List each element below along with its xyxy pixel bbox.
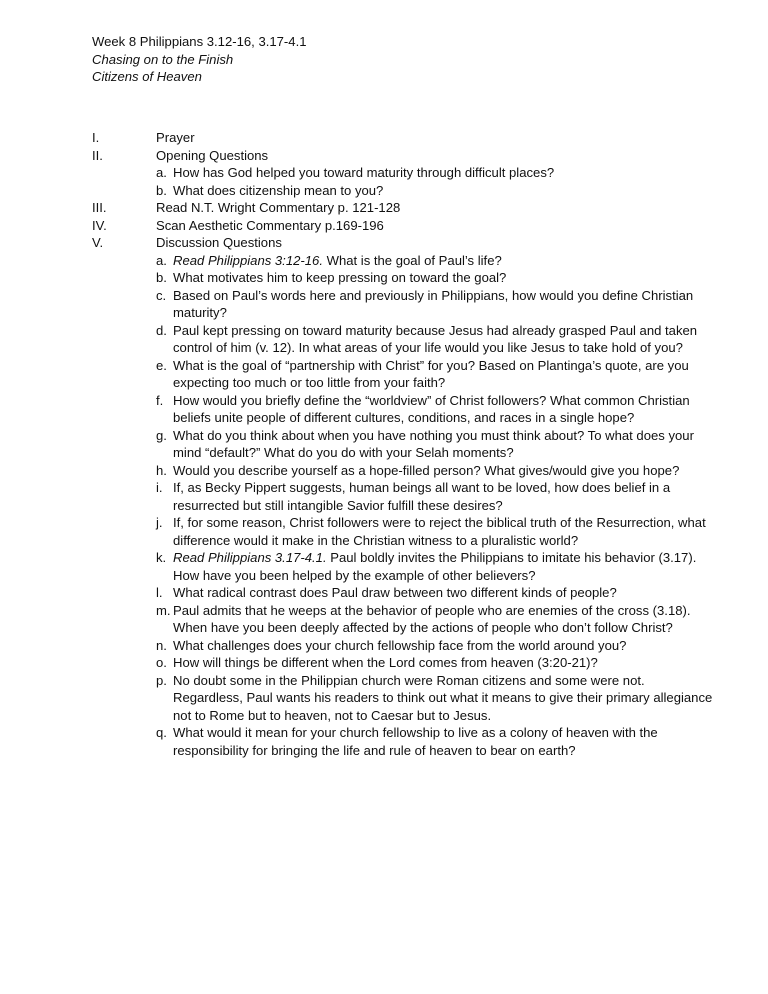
question-letter: e. bbox=[156, 357, 167, 373]
question-body: How will things be different when the Lord comes from heaven (3:20-21)? bbox=[173, 655, 598, 670]
header-week-title: Week 8 Philippians 3.12-16, 3.17-4.1 bbox=[92, 34, 307, 49]
question-item bbox=[92, 252, 732, 270]
outline-section bbox=[92, 217, 732, 235]
question-letter: h. bbox=[156, 462, 167, 478]
question-body: Paul kept pressing on toward maturity because Jesus had already grasped Paul and taken control of him (v. 12). In what areas of your life would you like Jesus to take hold of you? bbox=[173, 322, 698, 355]
question-text bbox=[173, 392, 718, 427]
question-letter: b. bbox=[156, 270, 167, 285]
question-item bbox=[92, 427, 732, 462]
question-body: Would you describe yourself as a hope-filled person? What gives/would give you hope? bbox=[173, 462, 680, 478]
question-text bbox=[173, 357, 718, 392]
header-subtitle: Chasing on to the Finish bbox=[92, 51, 234, 67]
question-letter: d. bbox=[156, 322, 167, 338]
question-text bbox=[173, 724, 718, 759]
question-item bbox=[92, 287, 732, 322]
section-numeral: II. bbox=[92, 147, 103, 163]
question-item bbox=[92, 654, 732, 672]
question-item bbox=[92, 322, 732, 357]
question-text bbox=[173, 164, 718, 182]
question-body: What is the goal of “partnership with Christ” for you? Based on Plantinga’s quote, are you expecting too much or too little from your faith? bbox=[173, 357, 689, 390]
question-letter: n. bbox=[156, 637, 167, 653]
question-item bbox=[92, 164, 732, 182]
question-text bbox=[173, 182, 718, 200]
question-text bbox=[173, 602, 718, 637]
question-text bbox=[173, 322, 718, 357]
question-body: What is the goal of Paul’s life? bbox=[322, 252, 502, 268]
question-body: What challenges does your church fellowship face from the world around you? bbox=[173, 637, 627, 653]
outline-section bbox=[92, 234, 732, 252]
section-title: Read N.T. Wright Commentary p. 121-128 bbox=[156, 200, 401, 215]
question-letter: f. bbox=[156, 392, 164, 408]
question-body: Paul admits that he weeps at the behavior of people who are enemies of the cross (3.18). When have you been deeply affected by the actions of people who don’t follow Christ? bbox=[173, 602, 691, 635]
question-letter: m. bbox=[156, 602, 171, 618]
question-body: If, for some reason, Christ followers were to reject the biblical truth of the Resurrection, what difference would it make in the Christian witness to a pluralistic world? bbox=[173, 515, 706, 548]
question-item bbox=[92, 724, 732, 759]
question-letter: g. bbox=[156, 427, 167, 443]
question-letter: c. bbox=[156, 287, 167, 303]
question-item bbox=[92, 392, 732, 427]
question-text bbox=[173, 549, 718, 584]
question-text bbox=[173, 584, 718, 602]
scripture-reference: Read Philippians 3.17-4.1. bbox=[173, 550, 327, 565]
question-text bbox=[173, 637, 718, 655]
study-outline bbox=[92, 129, 732, 759]
question-body: What would it mean for your church fellowship to live as a colony of heaven with the responsibility for bringing the life and rule of heaven to bear on earth? bbox=[173, 725, 658, 758]
question-text bbox=[173, 269, 718, 287]
question-letter: l. bbox=[156, 585, 163, 600]
outline-section bbox=[92, 199, 732, 217]
question-item bbox=[92, 549, 732, 584]
question-body: What do you think about when you have nothing you must think about? To what does your mind “default?” What do you do with your Selah moments? bbox=[173, 427, 694, 460]
scripture-reference: Read Philippians 3:12-16. bbox=[173, 252, 323, 268]
question-letter: k. bbox=[156, 550, 167, 565]
question-letter: b. bbox=[156, 182, 167, 198]
section-numeral: I. bbox=[92, 130, 100, 145]
question-text bbox=[173, 287, 718, 322]
question-letter: a. bbox=[156, 165, 167, 180]
question-item bbox=[92, 357, 732, 392]
question-item bbox=[92, 602, 732, 637]
question-body: What does citizenship mean to you? bbox=[173, 182, 384, 198]
question-item bbox=[92, 462, 732, 480]
question-item bbox=[92, 182, 732, 200]
question-letter: p. bbox=[156, 672, 167, 688]
section-title: Opening Questions bbox=[156, 147, 269, 163]
section-numeral: V. bbox=[92, 235, 104, 250]
question-body: What radical contrast does Paul draw between two different kinds of people? bbox=[173, 585, 617, 600]
question-body: If, as Becky Pippert suggests, human beings all want to be loved, how does belief in a resurrected but still intangible Savior fulfill these desires? bbox=[173, 480, 671, 513]
section-title: Scan Aesthetic Commentary p.169-196 bbox=[156, 217, 384, 233]
outline-section bbox=[92, 129, 732, 147]
question-body: What motivates him to keep pressing on toward the goal? bbox=[173, 270, 507, 285]
document-header bbox=[92, 33, 712, 86]
question-body: How has God helped you toward maturity through difficult places? bbox=[173, 165, 555, 180]
section-numeral: IV. bbox=[92, 217, 107, 233]
question-text bbox=[173, 427, 718, 462]
section-title: Discussion Questions bbox=[156, 235, 282, 250]
question-body: Based on Paul’s words here and previously in Philippians, how would you define Christian maturity? bbox=[173, 287, 694, 320]
question-text bbox=[173, 514, 718, 549]
question-text bbox=[173, 672, 718, 725]
outline-section bbox=[92, 147, 732, 165]
question-item bbox=[92, 584, 732, 602]
question-text bbox=[173, 479, 718, 514]
question-text bbox=[173, 252, 718, 270]
question-item bbox=[92, 514, 732, 549]
section-title: Prayer bbox=[156, 130, 195, 145]
section-numeral: III. bbox=[92, 200, 107, 215]
question-text bbox=[173, 654, 718, 672]
question-item bbox=[92, 672, 732, 725]
question-item bbox=[92, 637, 732, 655]
question-letter: q. bbox=[156, 725, 167, 740]
question-item bbox=[92, 269, 732, 287]
question-letter: i. bbox=[156, 480, 163, 495]
question-body: No doubt some in the Philippian church were Roman citizens and some were not. Regardless, Paul wants his readers to think out what it means to give their primary allegiance not to Rome but to heaven, not to Caesar but to Jesus. bbox=[173, 672, 713, 723]
question-letter: a. bbox=[156, 252, 167, 268]
question-text bbox=[173, 462, 718, 480]
question-letter: j. bbox=[156, 515, 163, 530]
question-body: Paul boldly invites the Philippians to imitate his behavior (3.17). How have you been helped by the example of other believers? bbox=[173, 550, 697, 583]
question-letter: o. bbox=[156, 655, 167, 670]
question-item bbox=[92, 479, 732, 514]
header-theme: Citizens of Heaven bbox=[92, 69, 202, 84]
question-body: How would you briefly define the “worldview” of Christ followers? What common Christian beliefs unite people of different cultures, conditions, and races in a single hope? bbox=[173, 392, 690, 425]
